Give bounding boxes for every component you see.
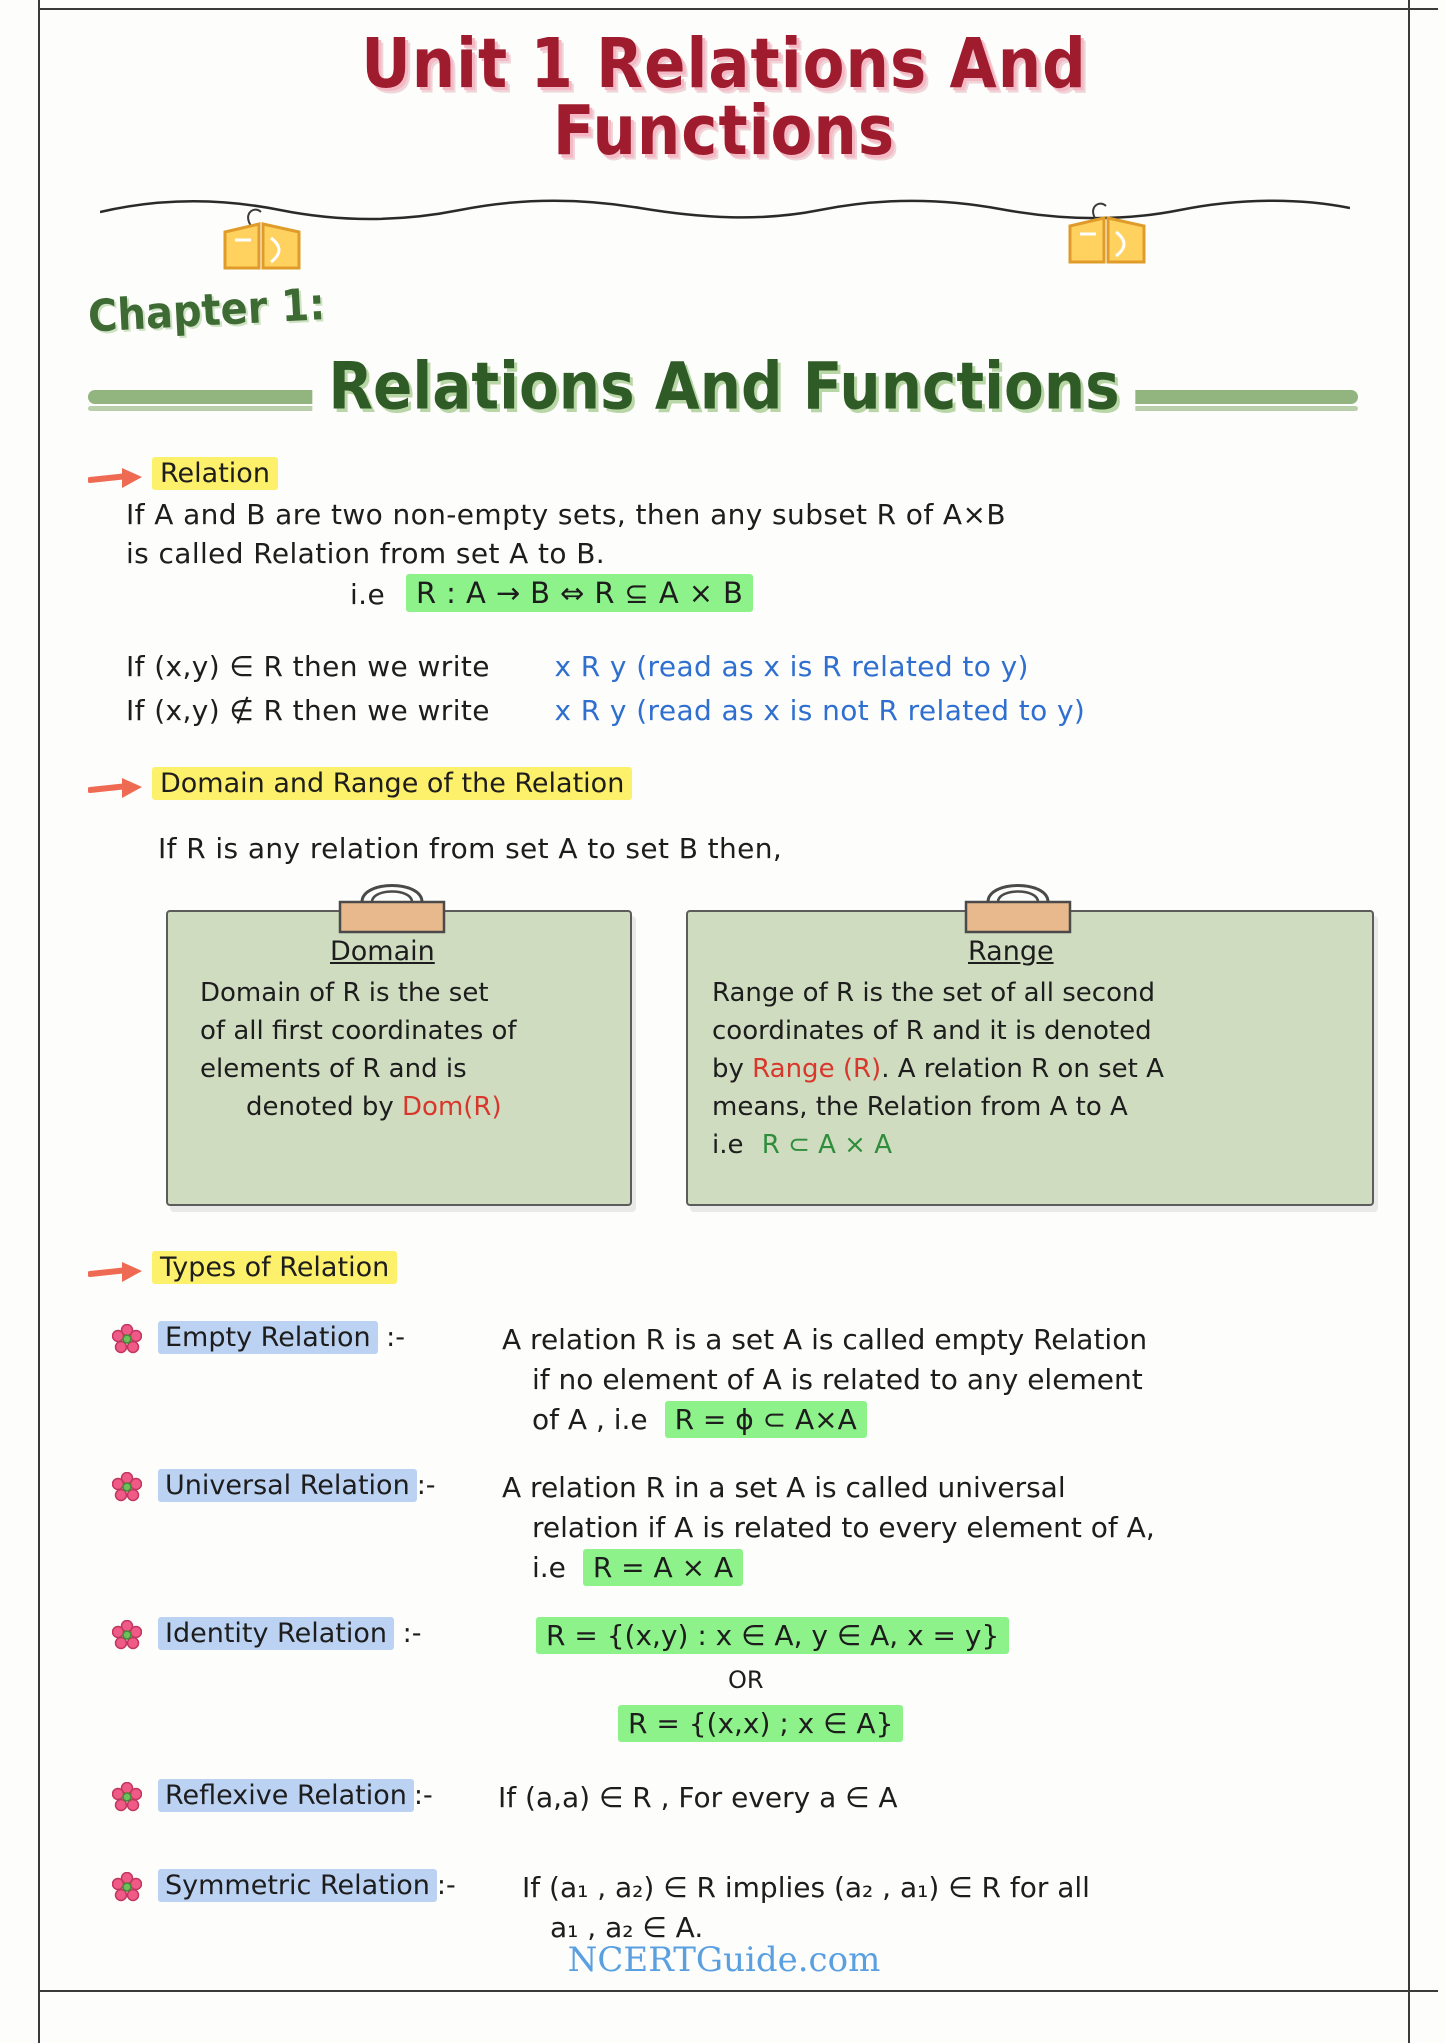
range-card-title: Range: [968, 936, 1054, 967]
type-name-empty-relation: [158, 1322, 405, 1353]
relation-notation-1b: x R y: [554, 650, 627, 683]
chapter-label: [87, 280, 327, 343]
range-card-line3-a: by: [712, 1054, 744, 1084]
relation-notation-2c: (read as x is not R related to y): [636, 694, 1086, 727]
type-name-identity-relation-text: Identity Relation: [158, 1617, 394, 1650]
relation-notation-2a: If (x,y) ∉ R then we write: [126, 694, 490, 727]
type-body-identity-formula-2-wrap: [618, 1704, 903, 1743]
flower-bullet-icon-3: [112, 1620, 142, 1650]
range-card-line3-c: . A relation R on set A: [881, 1054, 1164, 1084]
relation-formula-wrap: [406, 576, 753, 610]
type-body-empty-line-3: [532, 1400, 867, 1439]
type-body-universal-ie: i.e: [532, 1551, 566, 1584]
type-body-empty-ie: of A , i.e: [532, 1403, 648, 1436]
flower-bullet-icon-5: [112, 1872, 142, 1902]
bullet-arrow-icon-2: [88, 776, 146, 802]
type-body-identity-or: OR: [728, 1666, 764, 1694]
section-heading-domain-range: [152, 768, 632, 799]
domain-card-line-3: elements of R and is: [200, 1054, 467, 1084]
range-card-line-3: [712, 1052, 1372, 1087]
type-sep-symmetric: :-: [436, 1870, 456, 1901]
type-body-universal-formula: R = A × A: [583, 1549, 743, 1586]
range-card-line-4: means, the Relation from A to A: [712, 1092, 1128, 1122]
domain-card-line-4: [246, 1090, 666, 1125]
domain-card-denote-label: denoted by: [246, 1092, 394, 1122]
type-body-empty-formula: R = ϕ ⊂ A×A: [665, 1401, 867, 1438]
range-card-line-1: Range of R is the set of all second: [712, 978, 1155, 1008]
type-body-identity-formula-2: R = {(x,x) ; x ∈ A}: [618, 1705, 903, 1742]
type-sep-universal: :-: [416, 1470, 436, 1501]
type-name-empty-relation-text: Empty Relation: [158, 1321, 378, 1354]
page-border-bottom: [38, 1990, 1438, 1992]
page-border-right: [1408, 0, 1410, 2043]
bullet-arrow-icon-3: [88, 1260, 146, 1286]
relation-line-1: If A and B are two non-empty sets, then any subset R of A×B: [126, 498, 1006, 531]
binder-clip-icon: [332, 878, 452, 936]
relation-notation-line-1: [126, 650, 1029, 683]
relation-notation-1a: If (x,y) ∈ R then we write: [126, 650, 490, 683]
type-body-universal-line-3: [532, 1548, 743, 1587]
type-body-empty-line-2: if no element of A is related to any element: [532, 1363, 1143, 1396]
type-name-universal-relation: [158, 1470, 436, 1501]
relation-notation-line-2: [126, 694, 1085, 727]
flower-bullet-icon-2: [112, 1472, 142, 1502]
type-sep-identity: :-: [402, 1618, 422, 1649]
domain-card-line-1: Domain of R is the set: [200, 978, 489, 1008]
type-name-symmetric-relation: [158, 1870, 456, 1901]
range-card-line-2: coordinates of R and it is denoted: [712, 1016, 1152, 1046]
type-body-symmetric-line-1: If (a₁ , a₂) ∈ R implies (a₂ , a₁) ∈ R for all: [522, 1871, 1090, 1904]
chapter-title: Relations And Functions: [312, 348, 1135, 424]
type-sep-empty: :-: [386, 1322, 406, 1353]
domain-card-title: Domain: [330, 936, 435, 967]
type-body-symmetric-line-2: a₁ , a₂ ∈ A.: [550, 1911, 704, 1944]
type-name-reflexive-relation: [158, 1780, 433, 1811]
type-name-reflexive-relation-text: Reflexive Relation: [158, 1779, 414, 1812]
type-name-universal-relation-text: Universal Relation: [158, 1469, 417, 1502]
domain-range-heading-text: Domain and Range of the Relation: [152, 767, 632, 800]
type-body-identity-formula-1: R = {(x,y) : x ∈ A, y ∈ A, x = y}: [536, 1617, 1009, 1654]
relation-notation-2b: x R y: [554, 694, 627, 727]
range-card-line3-b: Range (R): [752, 1054, 882, 1084]
section-heading-types: [152, 1252, 397, 1283]
paperclip-icon: [215, 206, 307, 278]
range-card-ie-label: i.e: [712, 1130, 744, 1160]
relation-ie-label: i.e: [350, 578, 386, 611]
unit-title: Unit 1 Relations And Functions: [361, 24, 1087, 171]
relation-formula: R : A → B ⇔ R ⊆ A × B: [406, 574, 753, 612]
type-body-empty-line-1: A relation R is a set A is called empty Relation: [502, 1323, 1148, 1356]
relation-line-2: is called Relation from set A to B.: [126, 537, 606, 570]
relation-heading-text: Relation: [152, 457, 278, 490]
section-heading-relation: [152, 458, 278, 489]
type-sep-reflexive: :-: [413, 1780, 433, 1811]
type-body-universal-line-1: A relation R in a set A is called universal: [502, 1471, 1066, 1504]
chapter-label-text: Chapter 1:: [86, 279, 327, 343]
type-body-reflexive-line-1: If (a,a) ∈ R , For every a ∈ A: [498, 1781, 898, 1814]
type-body-universal-line-2: relation if A is related to every element of A,: [532, 1511, 1155, 1544]
range-card-formula: R ⊂ A × A: [761, 1130, 893, 1160]
domain-card-line-2: of all first coordinates of: [200, 1016, 517, 1046]
flower-bullet-icon-4: [112, 1782, 142, 1812]
type-name-identity-relation: [158, 1618, 421, 1649]
relation-notation-1c: (read as x is R related to y): [636, 650, 1029, 683]
binder-clip-icon-2: [958, 878, 1078, 936]
notes-page: [40, 10, 1408, 1990]
type-body-identity-formula-1-wrap: [536, 1616, 1009, 1655]
flower-bullet-icon: [112, 1324, 142, 1354]
domain-range-intro: If R is any relation from set A to set B then,: [158, 832, 783, 865]
paperclip-icon-2: [1060, 200, 1152, 272]
site-watermark: NCERTGuide.com: [567, 1940, 881, 1980]
bullet-arrow-icon: [88, 466, 146, 492]
type-name-symmetric-relation-text: Symmetric Relation: [158, 1869, 437, 1902]
title-block: [40, 10, 1408, 171]
types-heading-text: Types of Relation: [152, 1251, 397, 1284]
range-card-line-5: [712, 1128, 1372, 1163]
domain-card-denote-value: Dom(R): [402, 1092, 502, 1122]
